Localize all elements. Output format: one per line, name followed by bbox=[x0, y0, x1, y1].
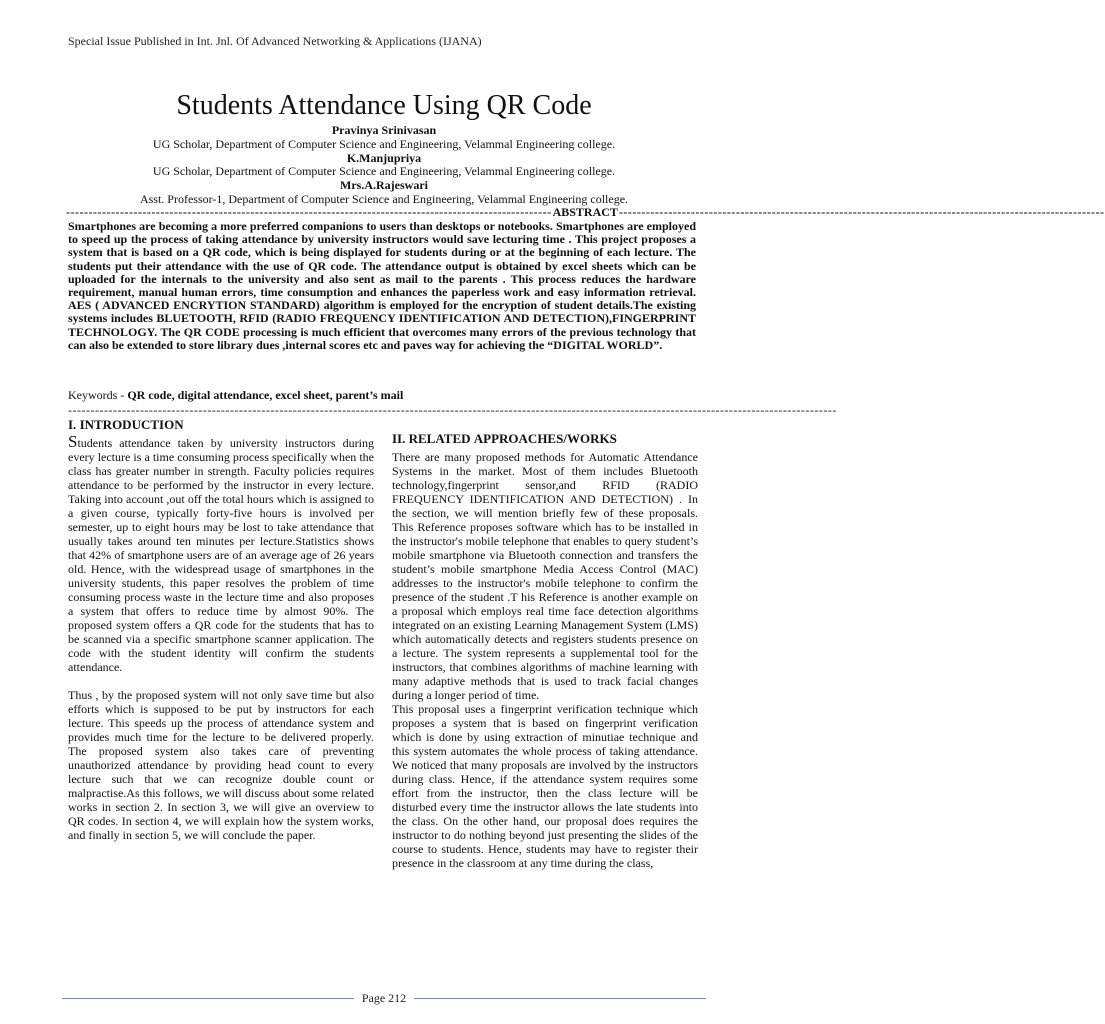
keywords-label: Keywords - bbox=[68, 388, 128, 402]
author-name: Pravinya Srinivasan bbox=[331, 123, 437, 137]
journal-header: Special Issue Published in Int. Jnl. Of Advanced Networking & Applications (IJANA) bbox=[68, 34, 482, 48]
paper-title: Students Attendance Using QR Code bbox=[176, 90, 592, 121]
left-column bbox=[68, 418, 374, 856]
dashed-rule: ------------------------------------------------------------------------------------------------------------ bbox=[66, 205, 552, 219]
keywords-divider: --------------------------------------------------------------------------------------------------------------------------------------------------------------------------- bbox=[68, 403, 837, 417]
keywords-value: QR code, digital attendance, excel sheet, parent’s mail bbox=[127, 388, 404, 402]
author-affiliation: Asst. Professor-1, Department of Computer Science and Engineering, Velammal Engineering college. bbox=[139, 191, 629, 206]
drop-cap: S bbox=[68, 432, 78, 451]
section-heading-related-works: II. RELATED APPROACHES/WORKS bbox=[392, 431, 617, 446]
keywords-line bbox=[68, 388, 696, 402]
abstract-label: ABSTRACT bbox=[552, 205, 618, 219]
page-number: Page 212 bbox=[361, 991, 407, 1005]
author-name: Mrs.A.Rajeswari bbox=[340, 178, 428, 193]
right-column bbox=[392, 432, 698, 870]
abstract-divider bbox=[66, 205, 1105, 220]
footer-rule-right bbox=[414, 998, 706, 999]
author-affiliation: UG Scholar, Department of Computer Science and Engineering, Velammal Engineering college. bbox=[152, 164, 616, 179]
author-affiliation: UG Scholar, Department of Computer Science and Engineering, Velammal Engineering college. bbox=[152, 136, 616, 151]
intro-paragraph: Students attendance taken by university instructors during every lecture is a time consuming process specifically when the class has greater number in strength. Faculty policies requires attendance to be performed by the instructor in every lecture. Taking into account ,out off the total hours which is assigned to a given course, typically forty-five hours is involved per semester, up to eight hours may be lost to take attendance that usually takes around ten minutes per lecture.Statistics shows that 42% of smartphone users are of an average age of 26 years old. Hence, with the widespread usage of smartphones in the university students, this paper resolves the problem of time consuming process waste in the lecture time and also proposes a system that offers to reduce time by almost 90%. The proposed system offers a QR code for the students that has to be scanned via a specific smartphone scanner application. The code with the student identity will confirm the students attendance. bbox=[68, 432, 374, 674]
author-name: K.Manjupriya bbox=[346, 150, 422, 165]
dashed-rule: ------------------------------------------------------------------------------------------------------------ bbox=[618, 205, 1105, 219]
section-heading-introduction: I. INTRODUCTION bbox=[68, 417, 184, 432]
author-block bbox=[0, 124, 768, 207]
related-paragraph: This proposal uses a fingerprint verification technique which proposes a system that is based on fingerprint verification which is done by using extraction of minutiae technique and this system automates the whole process of taking attendance. We noticed that many proposals are involved by the instructors during class. Hence, if the attendance system requires some effort from the instructor, then the class lecture will be disturbed every time the instructor allows the late students into the class. On the other hand, our proposal does requires the instructor to do nothing beyond just presenting the slides of the course to students. Hence, students may have to register their presence in the classroom at any time during the class, bbox=[392, 702, 698, 870]
abstract-text: Smartphones are becoming a more preferred companions to users than desktops or notebooks. Smartphones are employed to speed up the process of taking attendance by university instructors would save lecturing time . This project proposes a system that is based on a QR code, which is being displayed for students during or at the beginning of each lecture. The students put their attendance with the use of QR code. The attendance output is obtained by excel sheets which can be uploaded for the internals to the university and also sent as mail to the parents . This process reduces the hardware requirement, manual human errors, time consumption and enhances the paperless work and easy information retrieval. AES ( ADVANCED ENCRYTION STANDARD) algorithm is employed for the encryption of student details.The existing systems includes BLUETOOTH, RFID (RADIO FREQUENCY IDENTIFICATION AND DETECTION),FINGERPRINT TECHNOLOGY. The QR CODE processing is much efficient that overcomes many errors of the previous technology that can also be extended to store library dues ,internal scores etc and paves way for achieving the “DIGITAL WORLD”. bbox=[68, 219, 696, 352]
related-paragraph: There are many proposed methods for Automatic Attendance Systems in the market. Most of them includes Bluetooth technology,fingerprint sensor,and RFID (RADIO FREQUENCY IDENTIFICATION AND DETECTION) . In the section, we will mention briefly few of these proposals. This Reference proposes software which has to be installed in the instructor's mobile telephone that enables to query student’s mobile smartphone via Bluetooth connection and transfers the student’s mobile smartphone Media Access Control (MAC) addresses to the instructor's mobile telephone to confirm the presence of the student .T his Reference is another example on a proposal which employs real time face detection algorithms integrated on an existing Learning Management System (LMS) which automatically detects and registers students presence on a lecture. The system represents a supplemental tool for the instructors, that combines algorithms of machine learning with many adaptive methods that is used to track facial changes during a longer period of time. bbox=[392, 450, 698, 702]
intro-paragraph: Thus , by the proposed system will not only save time but also efforts which is supposed to be put by instructors for each lecture. This speeds up the process of attendance system and provides much time for the lecture to be delivered properly. The proposed system also takes care of preventing unauthorized attendance by providing head count to every lecture such that we can recognize double count or malpractise.As this follows, we will discuss about some related works in section 2. In section 3, we will give an overview to QR codes. In section 4, we will explain how the system works, and finally in section 5, we will conclude the paper. bbox=[68, 688, 374, 842]
